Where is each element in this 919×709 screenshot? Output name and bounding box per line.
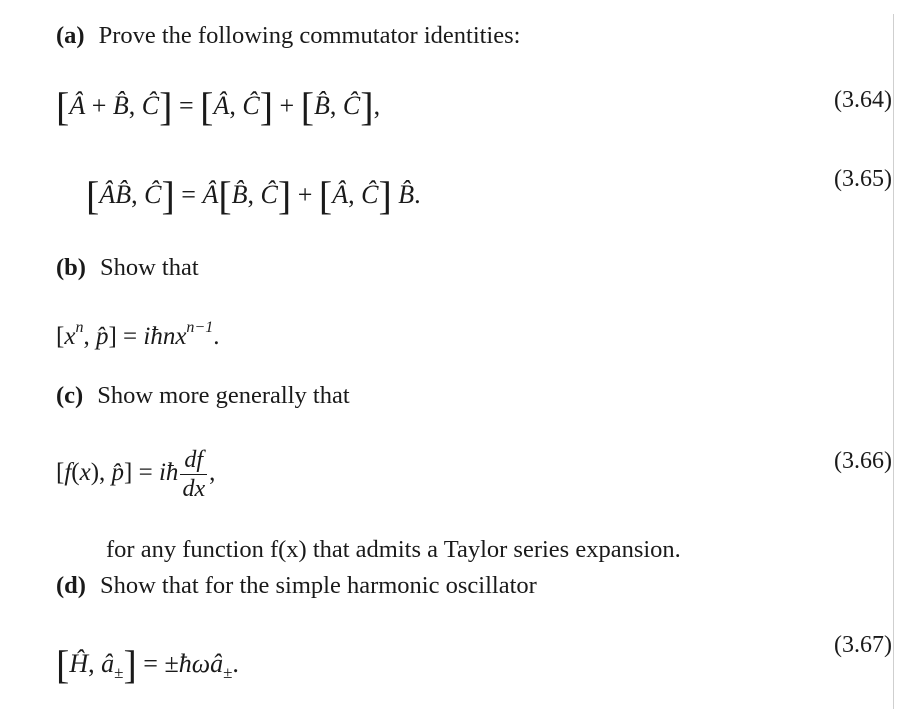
equation-3-65: [ÂB̂, Ĉ] = Â[B̂, Ĉ] + [Â, Ĉ] B̂. bbox=[86, 173, 421, 218]
taylor-series-note: for any function f(x) that admits a Taylor series expansion. bbox=[106, 536, 681, 563]
fraction-df-dx: $\frac{df}{dx}$ bbox=[182, 447, 206, 502]
part-d-label: (d) bbox=[56, 572, 86, 599]
equation-3-67: [Ĥ, $â_\pm$] = ±ħωâ$_\pm$. bbox=[56, 642, 239, 687]
equation-number-3-66: (3.66) bbox=[834, 448, 892, 474]
part-c-heading bbox=[56, 382, 350, 410]
part-b-heading bbox=[56, 254, 199, 282]
equation-number-3-65: (3.65) bbox=[834, 166, 892, 192]
equation-number-3-64: (3.64) bbox=[834, 87, 892, 113]
right-margin-rule bbox=[893, 14, 894, 709]
part-a-label: (a) bbox=[56, 22, 85, 49]
part-c-text: Show more generally that bbox=[97, 382, 350, 409]
part-c-label: (c) bbox=[56, 382, 84, 409]
part-d-heading bbox=[56, 572, 537, 600]
part-a-heading bbox=[56, 22, 520, 50]
equation-3-66: [f(x), p̂] = iħ $\frac{df}{dx}$ , bbox=[56, 447, 216, 502]
part-a-text: Prove the following commutator identities: bbox=[98, 22, 521, 49]
equation-part-b: [$x^n$, p̂] = iħnx$^{n-1}$. bbox=[56, 319, 220, 350]
equation-number-3-67: (3.67) bbox=[834, 632, 892, 658]
part-b-label: (b) bbox=[56, 254, 86, 281]
equation-3-64: [Â + B̂, Ĉ] = [Â, Ĉ] + [B̂, Ĉ], bbox=[56, 84, 381, 129]
part-d-text: Show that for the simple harmonic oscillator bbox=[99, 572, 537, 599]
part-b-text: Show that bbox=[99, 254, 199, 281]
